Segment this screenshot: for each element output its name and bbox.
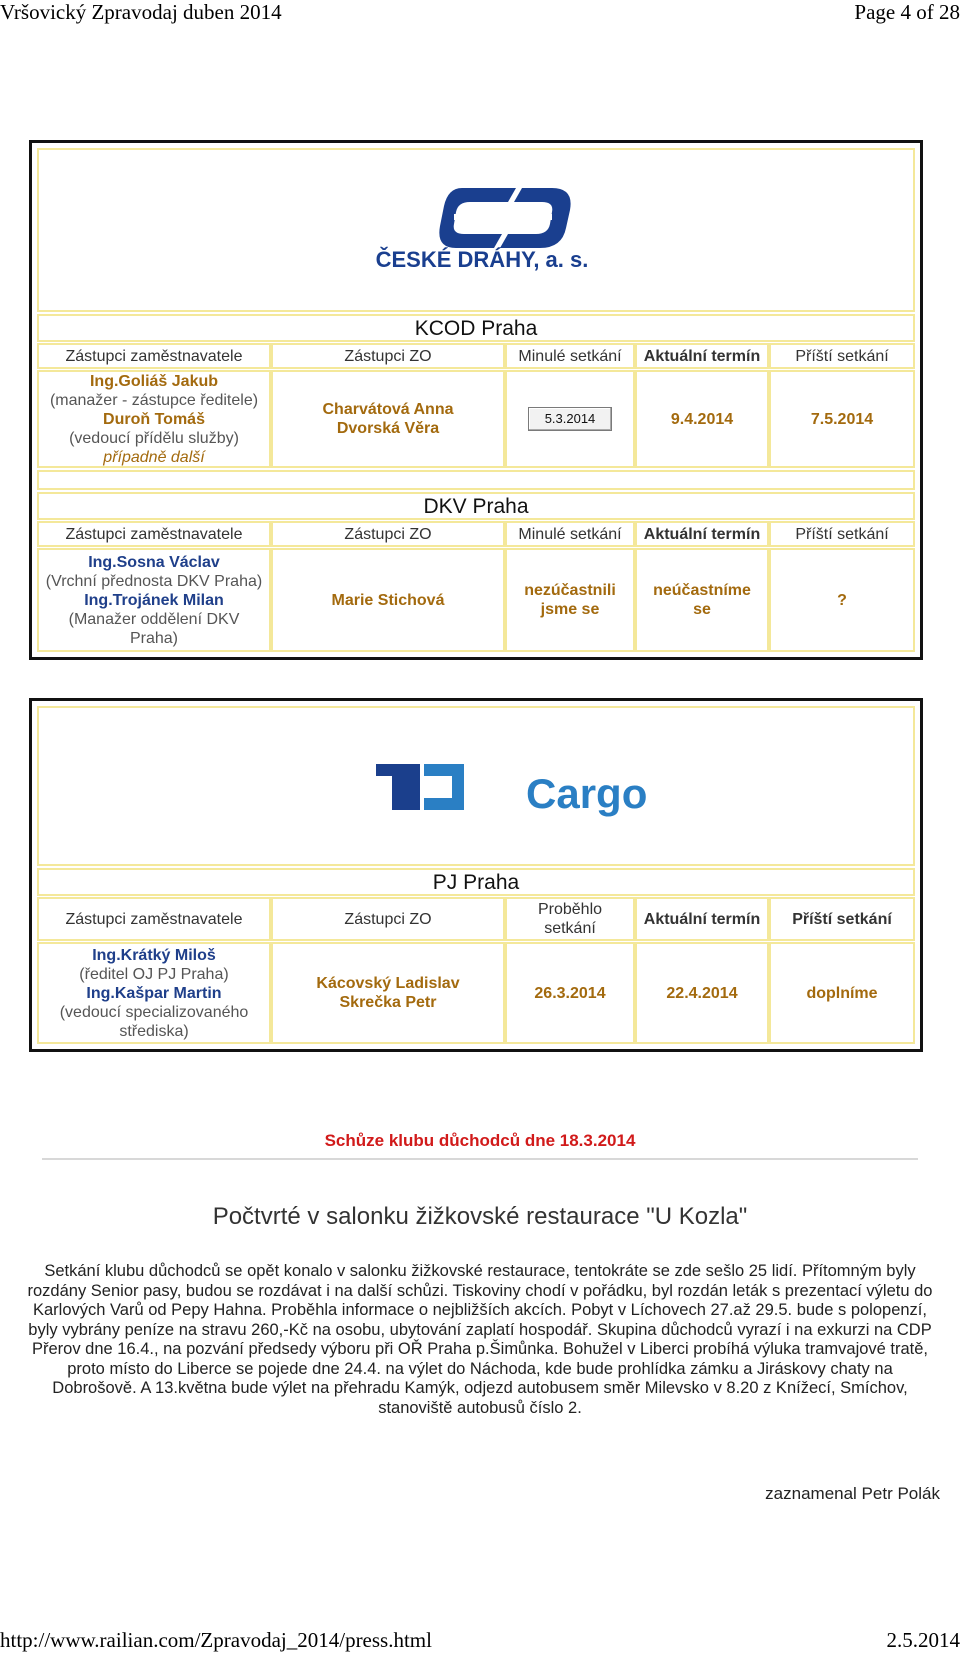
article-signature: zaznamenal Petr Polák [765,1484,940,1503]
cd-box [29,140,923,660]
kcod-header-next: Příští setkání [769,343,915,369]
article-body: Setkání klubu důchodců se opět konalo v salonku žižkovské restaurace, tentokráte se zde sešlo 25 lidí. Přítomným byly rozdány Senior pasy, budou se rozdávat i na další schůzi. Tiskoviny chodí v pořádku, byl rozdán leták s prezentací výletu do Karlových Varů od Pepy Hahna. Proběhla informace o nejbližších akcích. Pobyt v Líchovech 27.až 29.5. bude s polopenzí, byly vybrány peníze na stravu 260,-Kč na osobu, ubytování zaplatí hospodář. Skupina důchodců vyrazí i na exkurzi na CDP Přerov dne 16.4., na pozvání předsedy výboru při OŘ Praha p.Šimůnka. Bohužel v Liberci probíhá výluka tramvajové tratě, proto místo do Liberce se pojede dne 24.4. na výlet do Náchoda, kde bude prohlídka zámku a Jiráskovy chaty na Dobrošově. A 13.května bude výlet na přehradu Kamýk, odjezd autobusem směr Milevsko v 8.20 z Knížecí, Smíchov, stanoviště autobusů číslo 2. [27,1262,933,1417]
dkv-header-row [37,521,915,547]
cd-logo-text: ČESKÉ DRÁHY, a. s. [375,247,589,272]
cargo-logo-text: Cargo [526,770,648,817]
pj-header-previous: Proběhlo setkání [505,897,635,941]
kcod-previous-cell [505,370,635,468]
pj-employer-role-1: (ředitel OJ PJ Praha) [79,965,229,983]
dkv-zo: Marie Stichová [271,548,505,652]
pj-current: 22.4.2014 [635,942,769,1044]
pj-header-employer: Zástupci zaměstnavatele [37,897,271,941]
dkv-header-current: Aktuální termín [635,521,769,547]
dkv-header-previous: Minulé setkání [505,521,635,547]
dkv-employer-name-1: Ing.Sosna Václav [88,553,220,571]
pj-previous: 26.3.2014 [505,942,635,1044]
cargo-logo [39,708,917,868]
cd-logo [39,150,917,314]
dkv-title: DKV Praha [37,492,915,520]
pj-data-row [37,942,915,1044]
kcod-zo-name-2: Dvorská Věra [336,420,440,437]
kcod-employer-cell [37,370,271,468]
pj-employer-name-1: Ing.Krátký Miloš [92,946,216,964]
dkv-employer-role-1: (Vrchní přednosta DKV Praha) [45,572,263,590]
dkv-next: ? [769,548,915,652]
dkv-employer-name-2: Ing.Trojánek Milan [84,591,224,609]
pj-employer-name-2: Ing.Kašpar Martin [86,984,222,1002]
dkv-previous: nezúčastnili jsme se [505,548,635,652]
pj-zo-cell [271,942,505,1044]
kcod-header-zo: Zástupci ZO [271,343,505,369]
cargo-logo-cell [37,706,915,866]
kcod-employer-role-2: (vedoucí přídělu služby) [69,429,239,447]
kcod-employer-name-1: Ing.Goliáš Jakub [89,372,219,390]
dkv-header-zo: Zástupci ZO [271,521,505,547]
kcod-previous-button[interactable]: 5.3.2014 [528,407,612,431]
kcod-current: 9.4.2014 [635,370,769,468]
kcod-header-employer: Zástupci zaměstnavatele [37,343,271,369]
dkv-employer-role-2: (Manažer oddělení DKV Praha) [68,610,240,647]
kcod-separator [37,470,915,490]
kcod-zo-name-1: Charvátová Anna [322,401,454,418]
dkv-title-row [37,492,915,520]
article-section-title: Schůze klubu důchodců dne 18.3.2014 [324,1131,636,1150]
divider [42,1158,918,1160]
kcod-title-row [37,314,915,342]
page-header-title: Vršovický Zpravodaj duben 2014 [0,0,282,24]
pj-next: doplníme [769,942,915,1044]
kcod-data-row [37,370,915,468]
pj-employer-cell [37,942,271,1044]
article-subtitle: Počtvrté v salonku žižkovské restaurace "U Kozla" [212,1203,748,1230]
pj-employer-role-2: (vedoucí specializovaného střediska) [59,1003,249,1040]
kcod-header-previous: Minulé setkání [505,343,635,369]
pj-header-row [37,897,915,941]
pj-header-zo: Zástupci ZO [271,897,505,941]
kcod-employer-more: případně další [103,448,205,466]
dkv-header-employer: Zástupci zaměstnavatele [37,521,271,547]
dkv-current: neúčastníme se [635,548,769,652]
pj-header-current: Aktuální termín [635,897,769,941]
pj-title: PJ Praha [37,868,915,896]
kcod-header-current: Aktuální termín [635,343,769,369]
cargo-box [29,698,923,1052]
kcod-zo-cell [271,370,505,468]
cd-logo-cell [37,148,915,312]
page-footer-date: 2.5.2014 [886,1628,960,1652]
kcod-title: KCOD Praha [37,314,915,342]
page-footer-url: http://www.railian.com/Zpravodaj_2014/press.html [0,1628,432,1652]
pj-header-next: Příští setkání [769,897,915,941]
kcod-next: 7.5.2014 [769,370,915,468]
kcod-header-row [37,343,915,369]
pj-zo-name-2: Skrečka Petr [339,994,437,1011]
dkv-employer-cell [37,548,271,652]
dkv-header-next: Příští setkání [769,521,915,547]
kcod-employer-name-2: Duroň Tomáš [103,410,205,428]
pj-zo-name-1: Kácovský Ladislav [316,975,460,992]
kcod-employer-role-1: (manažer - zástupce ředitele) [49,391,259,409]
page-number: Page 4 of 28 [854,0,960,24]
dkv-data-row [37,548,915,652]
pj-title-row [37,868,915,896]
